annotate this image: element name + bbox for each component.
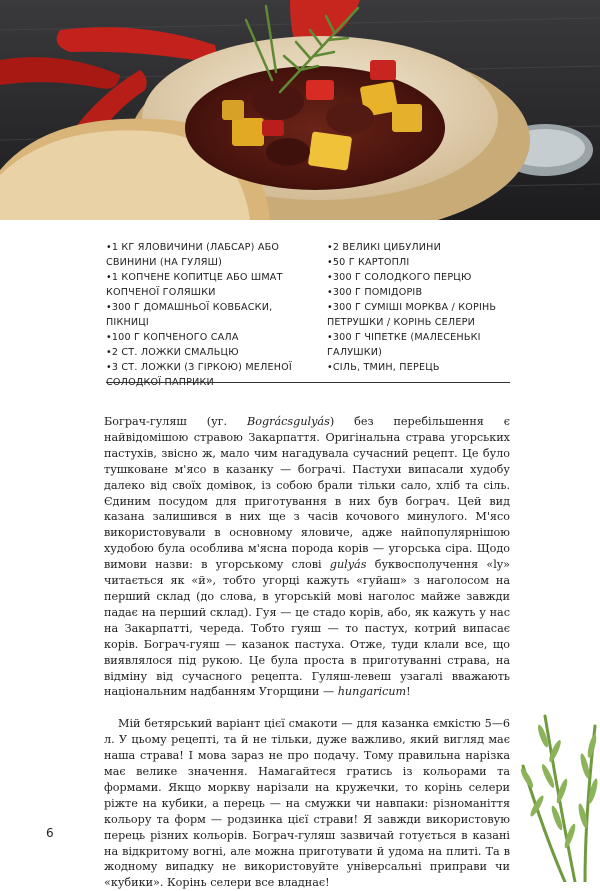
ingredient-item: •2 ВЕЛИКІ ЦИБУЛИНИ (327, 242, 441, 253)
recipe-intro (104, 414, 510, 891)
ingredient-item: •1 КОПЧЕНЕ КОПИТЦЕ АБО ШМАТ КОПЧЕНОЇ ГОЛЯШКИ (106, 272, 283, 298)
italic-term: hungaricum (337, 685, 407, 699)
ingredient-item: •300 Г ЧІПЕТКЕ (МАЛЕСЕНЬКІ ГАЛУШКИ) (327, 332, 481, 358)
text-run: буквосполучення «ly» читається як «й», тобто угорці кажуть «гуйаш» з наголосом на перший склад (до слова, в угорській мові наголос майже завжди падає на перший склад). Гуя — це стадо корів, або, як кажуть у нас на Закарпатті, череда. Тобто гуяш — то пастух, котрий випасає корів. Бограч-гуяш — казанок пастуха. Отже, туди клали все, що виявлялося під рукою. Це була проста в приготуванні страва, на відміну від сучасного рецепта. Гуляш-левеш узагалі вважають національним надбанням Угорщини — (104, 558, 510, 699)
text-run: ! (406, 685, 411, 699)
section-divider (106, 382, 510, 383)
italic-term: gulyás (329, 558, 367, 572)
ingredients-column-right (327, 240, 517, 375)
ingredient-item: •50 Г КАРТОПЛІ (327, 257, 410, 268)
rosemary-sprigs-illustration (515, 706, 600, 882)
ingredients-column-left (106, 240, 318, 390)
text-run: ) без перебільшення є найвідомішою стравою Закарпаття. Оригінальна страва угорських пастухів, звісно ж, мало чим нагадувала сучасний рецепт. Це було тушковане м'ясо в казанку — бограчі. Пастухи випасали худобу далеко від своїх домівок, із собою брали тільки сало, хліб та сіль. Єдиним посудом для приготування в них був бограч. Цей вид казана залишився в них ще з часів кочового минулого. М'ясо використовували в основному яловиче, адже найпопулярнішою худобою була особлива м'ясна порода корів — угорська сіра. Щодо вимови назви: в угорському слові (104, 415, 510, 572)
ingredient-item: •СІЛЬ, ТМИН, ПЕРЕЦЬ (327, 362, 440, 373)
text-run: Бограч-гуляш (уг. (104, 415, 248, 428)
italic-term: Bográcsgulyás (247, 415, 330, 428)
ingredient-item: •300 Г СОЛОДКОГО ПЕРЦЮ (327, 272, 472, 283)
goulash-bread-bowl-illustration (0, 0, 600, 220)
ingredient-item: •300 Г ПОМІДОРІВ (327, 287, 423, 298)
variant-paragraph: Мій бетярський варіант цієї смакоти — для казанка ємкістю 5—6 л. У цьому рецепті, та й не тільки, дуже важливо, який вигляд має наша страва! І мова зараз не про подачу. Тому правильна нарізка має велике значення. Намагайтеся гратись із кольорами та формами. Якщо моркву нарізали на кружечки, то корінь селери ріжте на кубики, а перець — на смужки чи навпаки: різноманіття кольору та форм — родзинка цієї страви! Я завжди використовую перець різних кольорів. Бограч-гуляш зазвичай готується в казані на відкритому вогні, але можна приготувати й удома на плиті. Та в жодному випадку не використовуйте універсальні приправи чи «кубики». Корінь селери все владнає! (104, 717, 510, 890)
ingredient-item: •300 Г СУМІШІ МОРКВА / КОРІНЬ ПЕТРУШКИ / КОРІНЬ СЕЛЕРИ (327, 302, 497, 328)
page-number: 6 (46, 826, 54, 840)
ingredient-item: •3 СТ. ЛОЖКИ (З ГІРКОЮ) МЕЛЕНОЇ СОЛОДКОЇ ПАПРИКИ (106, 362, 292, 388)
ingredient-item: •100 Г КОПЧЕНОГО САЛА (106, 332, 239, 343)
ingredient-item: •2 СТ. ЛОЖКИ СМАЛЬЦЮ (106, 347, 239, 358)
header-photo (0, 0, 600, 220)
ingredient-item: •300 Г ДОМАШНЬОЇ КОВБАСКИ, ПІКНИЦІ (106, 302, 273, 328)
ingredient-item: •1 КГ ЯЛОВИЧИНИ (ЛАБСАР) АБО СВИНИНИ (НА ГУЛЯШ) (106, 242, 280, 268)
intro-paragraph (104, 414, 510, 700)
